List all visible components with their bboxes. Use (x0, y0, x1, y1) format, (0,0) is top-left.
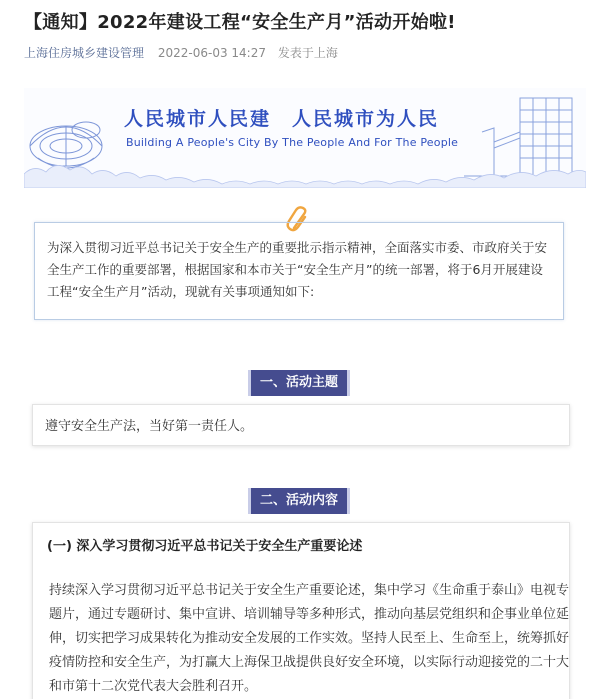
article-title: 【通知】2022年建设工程“安全生产月”活动开始啦! (24, 12, 456, 33)
section-heading-theme: 一、活动主题 (248, 370, 350, 396)
section-content-box (32, 522, 570, 699)
article-meta (24, 44, 338, 61)
section-theme-box (32, 404, 570, 446)
article-location: 发表于上海 (277, 46, 338, 60)
intro-box (34, 222, 564, 320)
banner-slogan-en: Building A People's City By The People And For The People (126, 136, 459, 149)
section-content-subtitle: (一) 深入学习贯彻习近平总书记关于安全生产重要论述 (47, 539, 363, 554)
article-source-link[interactable]: 上海住房城乡建设管理 (24, 46, 145, 60)
slogan-banner (24, 88, 586, 188)
article-datetime: 2022-06-03 14:27 (157, 46, 266, 60)
intro-text: 为深入贯彻习近平总书记关于安全生产的重要批示指示精神，全面落实市委、市政府关于安全生产工作的重要部署，根据国家和本市关于“安全生产月”的统一部署，将于6月开展建设工程“安全生产月”活动，现就有关事项通知如下: (47, 240, 548, 299)
banner-slogan-cn: 人民城市人民建 人民城市为人民 (124, 108, 440, 130)
section-theme-text: 遵守安全生产法，当好第一责任人。 (45, 419, 254, 434)
section-heading-content: 二、活动内容 (248, 488, 350, 514)
section-content-text: 持续深入学习贯彻习近平总书记关于安全生产重要论述，集中学习《生命重于泰山》电视专题片，通过专题研讨、集中宣讲、培训辅导等多种形式，推动向基层党组织和企事业单位延伸，切实把学习成果转化为推动安全发展的工作实效。坚持人民至上、生命至上，统筹抓好疫情防控和安全生产，为打赢大上海保卫战提供良好安全环境，以实际行动迎接党的二十大和市第十二次党代表大会胜利召开。 (49, 583, 570, 694)
